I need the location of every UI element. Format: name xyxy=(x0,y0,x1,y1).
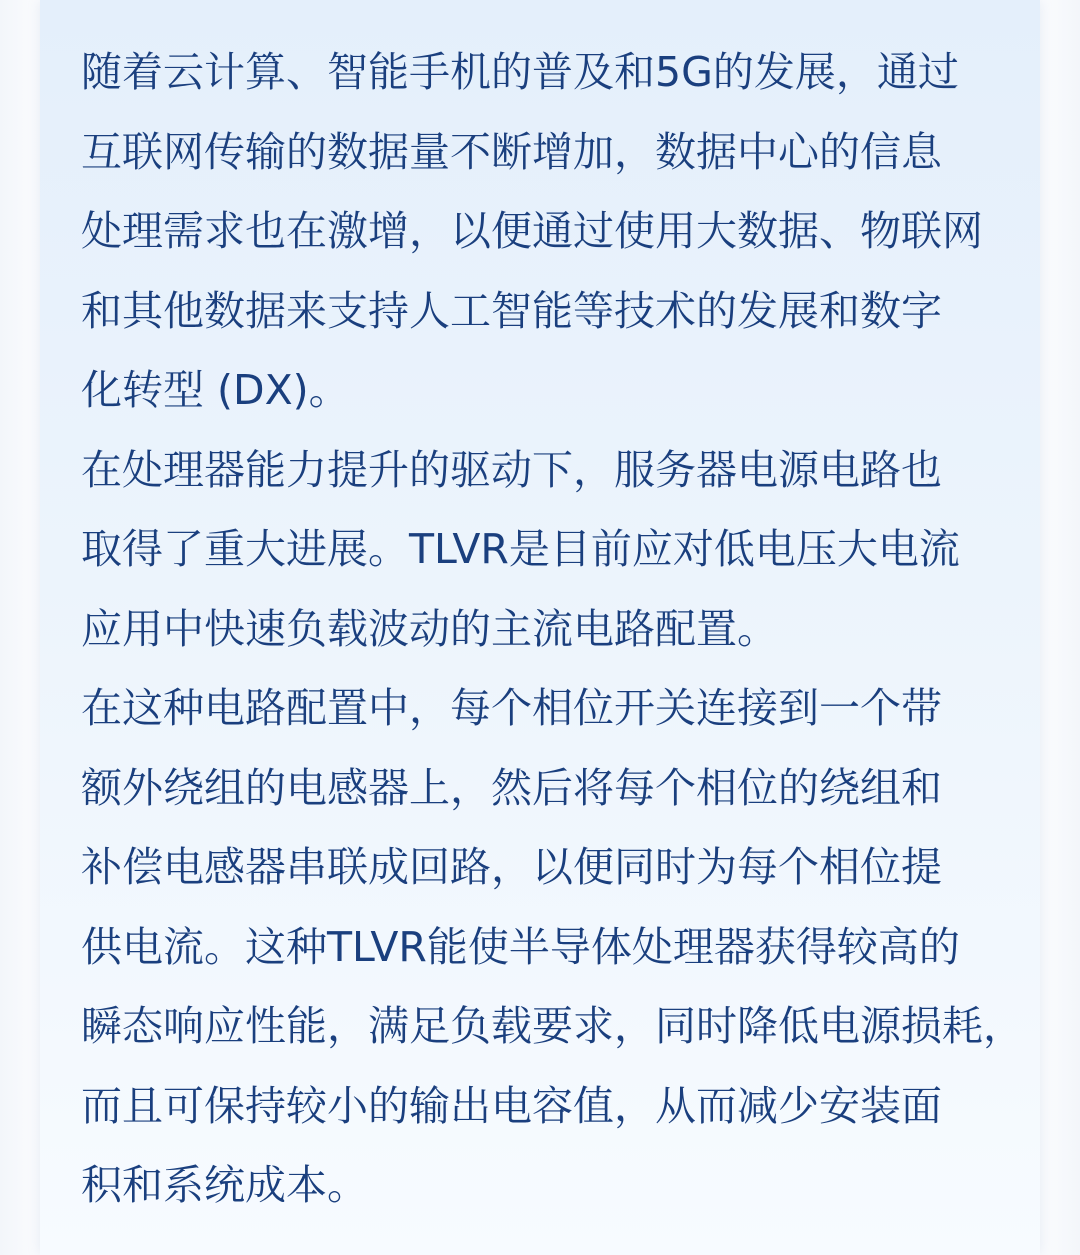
text-line: 在这种电路配置中，每个相位开关连接到一个带 xyxy=(81,684,942,732)
text-line: 瞬态响应性能，满足负载要求，同时降低电源损耗， xyxy=(81,1002,1024,1050)
text-line: 而且可保持较小的输出电容值，从而减少安装面 xyxy=(81,1081,942,1130)
right-margin xyxy=(1040,0,1080,1255)
text-line: 和其他数据来支持人工智能等技术的发展和数字 xyxy=(81,286,942,335)
text-line: 应用中快速负载波动的主流电路配置。 xyxy=(81,604,778,653)
text-line: 供电流。这种TLVR能使半导体处理器获得较高的 xyxy=(81,922,960,971)
article-card xyxy=(40,0,1040,1255)
article-body xyxy=(81,33,1024,1226)
text-line: 随着云计算、智能手机的普及和5G的发展，通过 xyxy=(81,48,959,96)
text-line: 处理需求也在激增，以便通过使用大数据、物联网 xyxy=(81,207,983,255)
left-margin xyxy=(0,0,40,1255)
text-line: 额外绕组的电感器上，然后将每个相位的绕组和 xyxy=(81,763,942,812)
text-line: 互联网传输的数据量不断增加，数据中心的信息 xyxy=(81,127,942,176)
text-line: 积和系统成本。 xyxy=(81,1161,368,1209)
text-line: 化转型 (DX)。 xyxy=(81,366,350,414)
text-line: 在处理器能力提升的驱动下，服务器电源电路也 xyxy=(81,445,942,494)
text-line: 取得了重大进展。TLVR是目前应对低电压大电流 xyxy=(81,525,960,573)
text-line: 补偿电感器串联成回路，以便同时为每个相位提 xyxy=(81,843,942,891)
